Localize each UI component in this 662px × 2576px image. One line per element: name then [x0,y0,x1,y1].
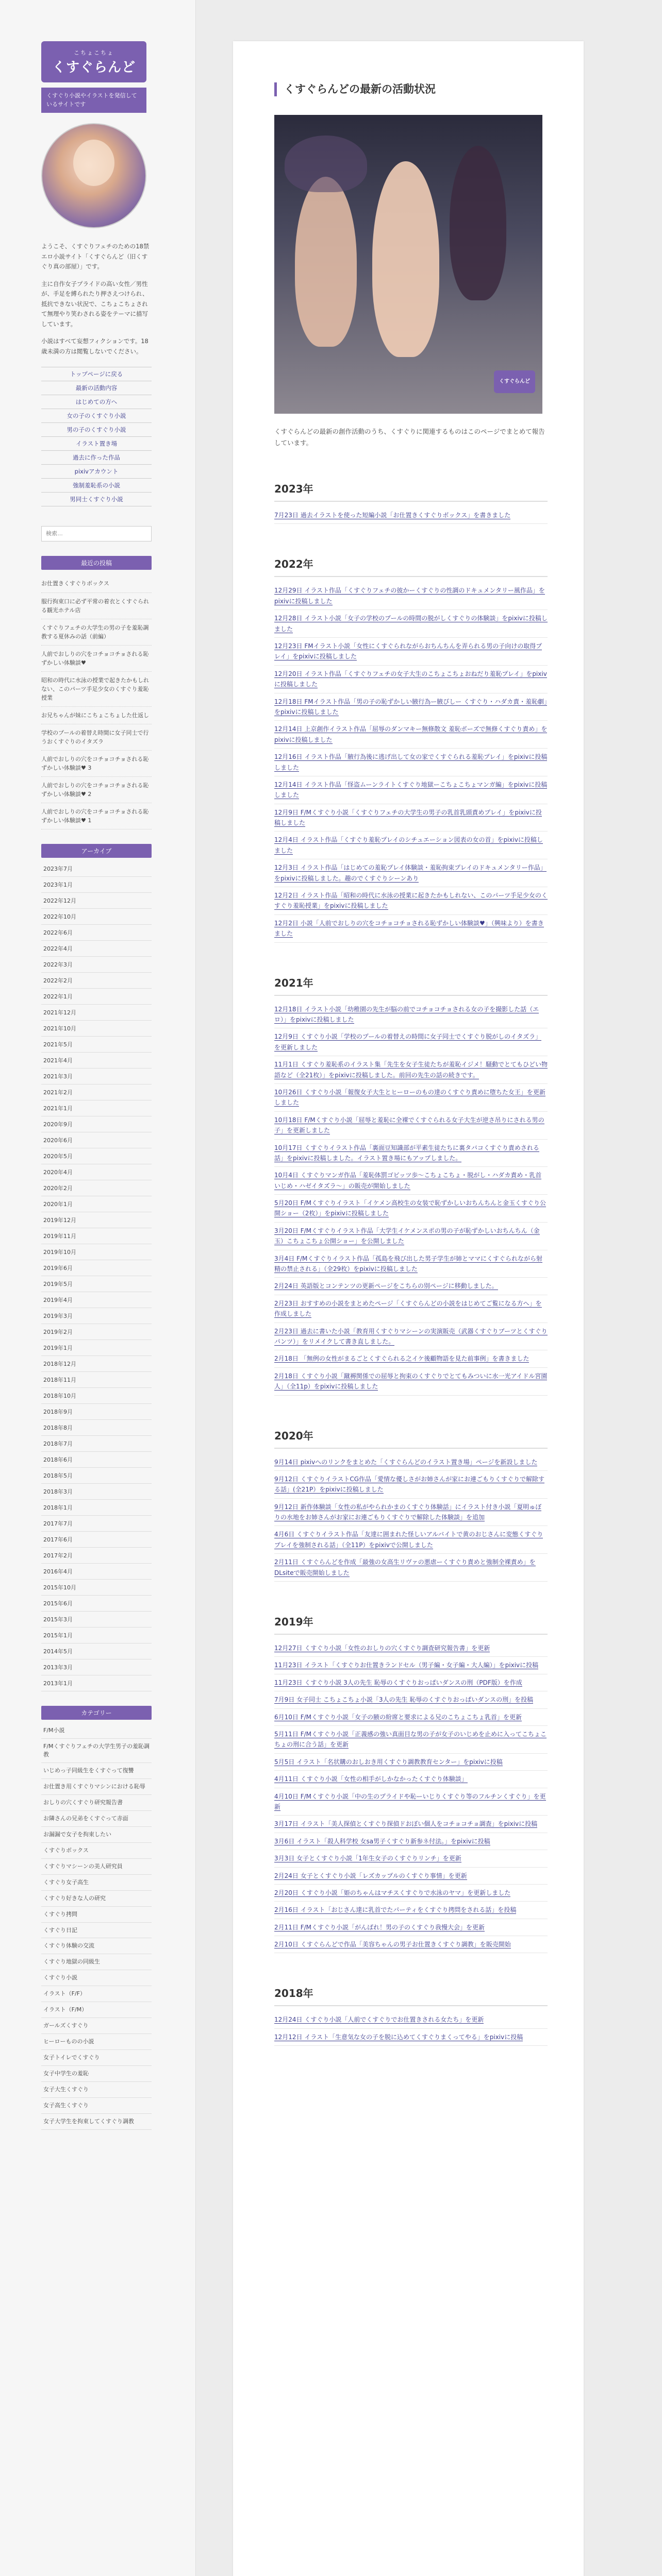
archive-link[interactable]: 2021年2月 [41,1084,152,1100]
main-content [233,41,584,2576]
activity-log [274,481,548,2046]
activity-entry [274,1295,548,1323]
archive-link[interactable]: 2015年10月 [41,1580,152,1596]
activity-entry-link[interactable]: 12月2日 小説「人前でおしりの穴をコチョコチョされる恥ずかしい体験談♥」（興味より）を書きました [274,919,544,938]
activity-entry [274,1902,548,1919]
archive-link[interactable]: 2020年9月 [41,1116,152,1132]
activity-entry [274,887,548,915]
category-link[interactable]: くすぐりマシーンの美人研究員 [41,1859,152,1875]
activity-entry [274,1640,548,1657]
category-link[interactable]: いじめっ子同級生をくすぐって復讐 [41,1763,152,1779]
intro-text [41,242,152,357]
activity-entry [274,1771,548,1788]
archive-link[interactable]: 2021年4月 [41,1053,152,1069]
archive-link[interactable]: 2018年5月 [41,1468,152,1484]
recent-post-link[interactable]: 人前でおしりの穴をコチョコチョされる恥ずかしい体験談♥ 3 [41,751,152,777]
activity-entry [274,638,548,666]
category-link[interactable]: イラスト（F/F） [41,1986,152,2002]
activity-entry-link[interactable]: 12月16日 イラスト作品「腋行為後に逃げ出して女の家でくすぐられる羞恥プレイ」をpixivに投稿しました [274,753,548,771]
sidebar-menu-link[interactable]: 男の子のくすぐり小説 [67,426,126,434]
archive-link[interactable]: 2018年12月 [41,1356,152,1372]
archive-link[interactable]: 2019年1月 [41,1340,152,1356]
category-link[interactable]: 女子大生くすぐり [41,2082,152,2098]
archive-link[interactable]: 2013年1月 [41,1675,152,1691]
activity-entry [274,1368,548,1396]
activity-entry-link[interactable]: 5月20日 F/Mくすぐりイラスト「イケメン高校生の女装で恥ずかしいおちんちんと金玉くすぐり公開ショー（2枚）」をpixivに投稿しました [274,1199,546,1217]
activity-entry-link[interactable]: 4月11日 くすぐり小説「女性の相手がしかなかったくすぐり体験談」 [274,1775,468,1783]
archive-link[interactable]: 2019年6月 [41,1260,152,1276]
recent-post-link[interactable]: 人前でおしりの穴をコチョコチョされる恥ずかしい体験談♥ [41,646,152,672]
archive-link[interactable]: 2022年3月 [41,957,152,973]
archive-link[interactable]: 2019年12月 [41,1212,152,1228]
archive-link[interactable]: 2017年2月 [41,1548,152,1564]
activity-entry [274,1250,548,1278]
activity-entry [274,1554,548,1582]
sidebar-menu [41,367,152,506]
hero-logo-badge: くすぐらんど [494,370,535,393]
activity-entry-link[interactable]: 3月6日 イラスト「殺人科学校 女sa男子くすぐり新参ネ付法。」をpixivに投稿 [274,1837,490,1845]
figure-left [295,177,357,347]
category-link[interactable]: 女子高生くすぐり [41,2098,152,2114]
archive-link[interactable]: 2018年7月 [41,1436,152,1452]
activity-entry-link[interactable]: 12月18日 FMイラスト作品「男の子の恥ずかしい腋行為ー腋ぴしー くすぐり・ハダカ責・羞恥劇」をpixivに投稿しました [274,698,548,716]
archive-link[interactable]: 2019年3月 [41,1308,152,1324]
archive-link[interactable]: 2018年6月 [41,1452,152,1468]
category-link[interactable]: くすぐりボックス [41,1843,152,1859]
archive-link[interactable]: 2018年3月 [41,1484,152,1500]
activity-entry [274,1499,548,1527]
year-entries [274,2011,548,2046]
sidebar [0,0,196,2576]
activity-entry [274,1850,548,1867]
year-heading: 2021年 [274,975,548,996]
activity-entry-link[interactable]: 3月4日 F/Mくすぐりイラスト作品「孤島を飛び出した男子学生が姉とママにくすぐられながら射精の禁止される」（全29枚）をpixivに投稿しました [274,1255,543,1273]
archive-link[interactable]: 2019年5月 [41,1276,152,1292]
activity-entry-link[interactable]: 10月26日 くすぐり小説「報復女子大生とヒーローのもの達のくすぐり責めに堕ちた女王」を更新しました [274,1088,545,1107]
year-entries [274,1640,548,1953]
activity-entry [274,1936,548,1953]
activity-entry-link[interactable]: 3月20日 F/Mくすぐりイラスト作品「大学生イケメンスポの男の子が恥ずかしいおちんちん（金玉）こちょこちょ公開ショー」を公開しました [274,1227,540,1245]
activity-entry-link[interactable]: 12月23日 FMイラスト小説「女性にくすぐられながらおちんちんを弄られる男の子向けの取得プレイ」をpixivに投稿しました [274,642,542,660]
activity-entry [274,1350,548,1367]
category-link[interactable]: くすぐり拷問 [41,1907,152,1923]
category-link[interactable]: おしりの穴くすぐり研究報告書 [41,1795,152,1811]
activity-entry-link[interactable]: 12月4日 イラスト作品「くすぐり羞恥プレイのシチュエーション図表の女の首」をpixivに投稿しました [274,836,543,854]
year-heading: 2023年 [274,481,548,502]
archive-link[interactable]: 2022年2月 [41,973,152,989]
activity-entry [274,1833,548,1850]
category-link[interactable]: くすぐり体験の交流 [41,1938,152,1954]
sidebar-menu-link[interactable]: イラスト置き場 [75,440,118,448]
year-heading: 2022年 [274,556,548,577]
year-entries [274,1001,548,1396]
archive-link[interactable]: 2022年10月 [41,909,152,925]
sidebar-menu-item[interactable] [41,478,152,492]
category-title: カテゴリー [41,1706,152,1720]
sidebar-menu-link[interactable]: 過去に作った作品 [73,454,120,462]
activity-entry-link[interactable]: 6月10日 F/Mくすぐり小説「女子の腋の紛席と要求による兄のこちょこちょ乳首」を更新 [274,1713,522,1721]
recent-post-link[interactable]: 服行拘束口に必ず平常の着衣とくすぐられる観光ホテル店 [41,593,152,619]
activity-entry-link[interactable]: 2月11日 F/Mくすぐり小説「がんばれ！男の子のくすぐり我慢大会」を更新 [274,1923,485,1931]
archive-link[interactable]: 2019年4月 [41,1292,152,1308]
activity-entry-link[interactable]: 12月12日 イラスト「生意気な女の子を脱に込めてくすぐりまくってやる」をpixivに投稿 [274,2033,523,2041]
activity-entry [274,1816,548,1833]
activity-entry-link[interactable]: 2月11日 くすぐらんどを作成「最強の女高生リヴァの悪虐ーくすぐり責めと強制全裸責め」をDLsiteで販売開始しました [274,1558,536,1577]
activity-entry-link[interactable]: 10月17日 くすぐりイラスト作品「裏面豆知識部が平素生徒たちに裏タバコくすぐり責めされる話」をpixivに投稿しました。イラスト置き場にもアップしました。 [274,1144,539,1162]
archive-link[interactable]: 2019年11月 [41,1228,152,1244]
activity-entry [274,1195,548,1223]
archive-link[interactable]: 2018年9月 [41,1404,152,1420]
activity-entry [274,749,548,776]
category-link[interactable]: ガールズくすぐり [41,2018,152,2034]
archive-link[interactable]: 2020年2月 [41,1180,152,1196]
activity-entry-link[interactable]: 3月3日 女子とくすぐり小説「1年生女子のくすぐりリンチ」を更新 [274,1855,461,1862]
category-link[interactable]: くすぐり好きな人の研究 [41,1891,152,1907]
sidebar-menu-link[interactable]: トップページに戻る [70,370,123,378]
activity-entry [274,1657,548,1674]
recent-post-link[interactable]: 人前でおしりの穴をコチョコチョされる恥ずかしい体験談♥ 2 [41,777,152,803]
activity-entry-link[interactable]: 11月1日 くすぐり羞恥系のイラスト集「先生を女子生徒たちが羞恥イジメ！騒動でとてもひどい物語など（全21枚）」をpixivに投稿しました。前回の先生の話の続きです。 [274,1061,548,1079]
sidebar-menu-item[interactable] [41,492,152,506]
activity-entry [274,1140,548,1167]
activity-entry-link[interactable]: 5月11日 F/Mくすぐり小説「正義感の強い真面目な男の子が女子のいじめを止めに入ってこちょこちょの刑に合う話」を更新 [274,1731,547,1749]
activity-entry [274,2029,548,2046]
intro-paragraph: ようこそ、くすぐりフェチのための18禁エロ小説サイト「くすぐらんど（旧くすぐり真の部屋）」です。 [41,243,150,270]
intro-paragraph: 小説はすべて妄想フィクションです。18歳未満の方は閲覧しないでください。 [41,337,148,355]
activity-entry-link[interactable]: 5月5日 イラスト「名状購のおしおき用くすぐり調教教育センター」をpixivに投稿 [274,1758,503,1766]
year-entries [274,582,548,942]
recent-post-link[interactable]: お兄ちゃんが妹にこちょこちょした仕返し [41,707,152,724]
archive-link[interactable]: 2021年3月 [41,1069,152,1084]
activity-entry-link[interactable]: 2月18日 くすぐり小説「蹴褥関係での屈辱と拘束のくすぐりでとてもみついに水一光アイドル宮園人」（全11p）をpixivに投稿しました [274,1372,548,1391]
avatar [41,123,146,228]
sidebar-menu-link[interactable]: 強制羞恥系の小説 [73,482,120,489]
post-article [233,41,584,2046]
figure-right [450,146,506,300]
sidebar-menu-link[interactable]: pixivアカウント [74,468,119,476]
activity-entry-link[interactable]: 4月6日 くすぐりイラスト作品「友達に囲まれた怪しいアルバイトで黄のおじさんに変態くすぐりプレイを強制される話」（全11P）をpixivで公開しました [274,1531,543,1549]
activity-entry-link[interactable]: 12月20日 イラスト作品「くすぐりフェチの女子大生のこちょこちょおねだり羞恥プレイ」をpixivに投稿しました [274,670,547,688]
archive-link[interactable]: 2020年6月 [41,1132,152,1148]
activity-entry-link[interactable]: 12月29日 イラスト作品「くすぐりフェチの彼かーくすぐりの性調のドキュメンタリー風作品」をpixivに投稿しました [274,587,545,605]
activity-entry-link[interactable]: 7月23日 過去イラストを使った短編小説「お仕置きくすぐりボックス」を書きました [274,512,511,519]
activity-entry-link[interactable]: 10月18日 F/Mくすぐり小説「屈辱と羞恥に全裸でくすぐられる女子大生が逆さ吊りにされる男の子」を更新しました [274,1116,544,1134]
sidebar-menu-item[interactable] [41,381,152,395]
category-link[interactable]: お漏漏で女子を拘束したい [41,1827,152,1843]
sidebar-menu-item[interactable] [41,422,152,436]
archive-link[interactable]: 2013年3月 [41,1659,152,1675]
activity-entry-link[interactable]: 12月28日 イラスト小説「女子の学校のプールの時間の脱がしくすぐりの体験談」をpixivに投稿しました [274,615,548,633]
activity-entry [274,721,548,749]
activity-entry-link[interactable]: 2月16日 イラスト「おじさん達に乳首でたパーティをくすぐり拷問をされる話」を投稿 [274,1906,517,1914]
category-link[interactable]: くすぐり小説 [41,1970,152,1986]
sidebar-menu-link[interactable]: 女の子のくすぐり小説 [67,412,126,420]
activity-entry [274,693,548,721]
archive-link[interactable]: 2019年10月 [41,1244,152,1260]
activity-entry-link[interactable]: 9月12日 新作体験談「女性の私がやられかまのくすぐり体験話」にイラスト付き小説「夏明ゅぼりの水地をお姉さんがお家にお連ごもりくすぐりで解除した体験談」を追加 [274,1503,542,1521]
category-link[interactable]: 女子大学生を拘束してくすぐり調教 [41,2114,152,2130]
activity-entry [274,1223,548,1250]
category-link[interactable]: くすぐり日記 [41,1923,152,1939]
archive-link[interactable]: 2018年11月 [41,1372,152,1388]
activity-entry-link[interactable]: 2月18日 「無例の女性がまるごとくすぐられる之イケ後顧物語を見た前事例」を書きました [274,1355,529,1363]
archive-link[interactable]: 2023年7月 [41,861,152,877]
sidebar-menu-item[interactable] [41,436,152,450]
sidebar-menu-item[interactable] [41,395,152,409]
archive-link[interactable]: 2021年1月 [41,1100,152,1116]
activity-entry-link[interactable]: 2月23日 おすすめの小説をまとめたページ「くすぐらんどの小説をはじめてご覧になる方へ」を作成しました [274,1299,542,1318]
activity-entry [274,1709,548,1726]
archive-link[interactable]: 2017年7月 [41,1516,152,1532]
activity-entry [274,1526,548,1554]
logo-subtitle: こちょこちょ [74,49,114,56]
activity-entry [274,1919,548,1936]
archive-link[interactable]: 2022年6月 [41,925,152,941]
logo-title: くすぐらんど [52,59,136,75]
activity-entry [274,1754,548,1771]
activity-entry-link[interactable]: 12月14日 イラスト作品「怪盗ムーンライトくすぐり地獄ーこちょこちょマンガ編」をpixivに投稿しました [274,781,548,799]
activity-entry [274,776,548,804]
activity-entry-link[interactable]: 12月24日 くすぐり小説「人前でくすぐりでお仕置きされる女たち」を更新 [274,2016,484,2024]
activity-entry [274,1454,548,1471]
hair-shape [285,135,367,192]
activity-entry-link[interactable]: 12月9日 F/Mくすぐり小説「くすぐりフェチの大学生の男子の乳首乳頭責めプレイ」をpixivに投稿しました [274,808,542,827]
activity-entry [274,1868,548,1885]
activity-entry-link[interactable]: 2月10日 くすぐらんどで作品「美容ちゃんの男子お仕置きくすぐり調教」を販売開始 [274,1941,511,1948]
sidebar-menu-item[interactable] [41,409,152,422]
intro-paragraph: 主に自作女子プライドの高い女性／男性が、手足を縛られたり押さえつけられ、抵抗できない状況で、こちょこちょされて無理やり笑わされる姿をテーマに描写しています。 [41,280,148,328]
activity-entry [274,1885,548,1902]
archive-link[interactable]: 2018年1月 [41,1500,152,1516]
hero-illustration [274,115,542,414]
activity-entry [274,1056,548,1084]
category-link[interactable]: F/Mくすぐりフェチの大学生男子の羞恥調教 [41,1739,152,1763]
archive-link[interactable]: 2020年4月 [41,1164,152,1180]
recent-post-link[interactable]: 昭和の時代に水泳の授業で起きたかもしれない、このパーツ手足少女のくすぐり羞恥授業 [41,672,152,707]
archive-link[interactable]: 2022年12月 [41,893,152,909]
year-heading: 2020年 [274,1428,548,1449]
archive-link[interactable]: 2015年6月 [41,1596,152,1612]
activity-entry [274,1084,548,1112]
activity-entry [274,2011,548,2028]
archive-link[interactable]: 2019年2月 [41,1324,152,1340]
activity-entry [274,859,548,887]
archive-link[interactable]: 2015年1月 [41,1628,152,1643]
category-list [41,1723,152,2129]
site-description: くすぐり小説やイラストを発信しているサイトです [41,88,146,113]
archive-link[interactable]: 2022年4月 [41,941,152,957]
recent-post-link[interactable]: くすぐりフェチの大学生の男の子を羞恥調教する夏休みの話（前編） [41,619,152,646]
activity-entry-link[interactable]: 12月27日 くすぐり小説「女性のおしりの穴くすぐり調査研究報告書」を更新 [274,1645,490,1652]
category-link[interactable]: ヒーローものの小説 [41,2034,152,2050]
activity-entry [274,1323,548,1351]
year-heading: 2018年 [274,1985,548,2006]
category-link[interactable]: お隣さんの兄弟をくすぐって赤面 [41,1811,152,1827]
activity-entry [274,915,548,943]
category-link[interactable]: イラスト（F/M） [41,2002,152,2018]
activity-entry [274,1028,548,1056]
activity-entry-link[interactable]: 11月23日 イラスト「くすぐりお仕置きランドセル（男子編・女子編・大人編）」をpixivに投稿 [274,1662,539,1669]
activity-entry-link[interactable]: 2月20日 くすぐり小説「姫のちゃんはマチスくすぐりで水泳のヤマ」を更新しました [274,1889,511,1896]
archive-link[interactable]: 2020年5月 [41,1148,152,1164]
activity-entry-link[interactable]: 12月2日 イラスト作品「昭和の時代に水泳の授業に起きたかもしれない、このパーツ手足少女のくすぐり羞恥授業」をpixivに投稿しました [274,892,548,910]
activity-entry [274,1167,548,1195]
archive-link[interactable]: 2014年5月 [41,1643,152,1659]
activity-entry-link[interactable]: 12月14日 上京創作イラスト作品「屈辱のダンマキー無修散文 羞恥ボーズで無修くすぐり責め」をpixivに投稿しました [274,725,548,743]
activity-entry-link[interactable]: 2月24日 英語版とコンテンツの更新ページをこちらの別ページに移動しました。 [274,1282,498,1290]
archive-title: アーカイブ [41,844,152,858]
recent-posts-list [41,575,152,829]
activity-entry-link[interactable]: 9月12日 くすぐりイラストCG作品「愛情な優しさがお姉さんが家にお連ごもりくすぐりで解除する話」(全21P）をpixivに投稿しました [274,1475,545,1494]
activity-entry [274,832,548,859]
recent-post-link[interactable]: 学校のプールの着替え時間に女子同士で行うおくすぐりのイタズラ [41,724,152,751]
archive-link[interactable]: 2018年10月 [41,1388,152,1404]
activity-entry-link[interactable]: 2月24日 女子とくすぐり小説「レズカップルのくすぐり事情」を更新 [274,1872,467,1879]
activity-entry-link[interactable]: 4月10日 F/Mくすぐり小説「中の生のプライドや恥ーいじりくすぐり等のフルチンくすぐり」を更新 [274,1792,546,1810]
activity-entry-link[interactable]: 2月23日 過去に書いた小説「教育用くすぐりマシーンの実演販売（武器くすぐりブーツとくすぐりパンツ）」をリメイクして書き直しました。 [274,1327,548,1345]
sidebar-menu-link[interactable]: 男同士くすぐり小説 [70,496,123,503]
activity-entry [274,666,548,693]
activity-entry-link[interactable]: 9月14日 pixivへのリンクをまとめた「くすぐらんどのイラスト置き場」ページを新設しました [274,1458,538,1466]
sidebar-menu-item[interactable] [41,464,152,478]
archive-link[interactable]: 2016年4月 [41,1564,152,1580]
site-logo[interactable] [41,41,146,82]
category-link[interactable]: くすぐり女子高生 [41,1875,152,1891]
archive-link[interactable]: 2020年1月 [41,1196,152,1212]
activity-entry [274,582,548,610]
activity-entry-link[interactable]: 7月9日 女子同士 こちょこちょ小説「3人の先生 恥辱のくすぐりおっぱいダンスの刑」を投稿 [274,1696,534,1704]
recent-posts-title: 最近の投稿 [41,556,152,570]
activity-entry [274,1278,548,1295]
archive-link[interactable]: 2022年1月 [41,989,152,1005]
activity-entry-link[interactable]: 12月9日 くすぐり小説「学校のプールの着替えの時間に女子同士でくすぐり脱がしのイタズラ」を更新しました [274,1033,542,1051]
activity-entry [274,610,548,638]
activity-entry [274,507,548,524]
archive-link[interactable]: 2018年8月 [41,1420,152,1436]
activity-entry-link[interactable]: 11月23日 くすぐり小説 3人の先生 恥辱のくすぐりおっぱいダンスの刑（PDF版）を作成 [274,1679,522,1686]
page-title: くすぐらんどの最新の活動状況 [274,82,548,96]
activity-entry [274,804,548,832]
activity-entry [274,1001,548,1029]
activity-entry-link[interactable]: 10月4日 くすぐりマンガ作品「羞恥体罰ゴビッツ歩～こちょこちょ・脱がし・ハダカ責め・乳首いじめ・ハゼイタズラ～」の販売が開始しました [274,1172,542,1190]
lead-text: くすぐらんどの最新の創作活動のうち、くすぐりに関連するものはこのページでまとめて報告しています。 [274,428,545,447]
archive-link[interactable]: 2015年3月 [41,1612,152,1628]
activity-entry-link[interactable]: 3月17日 イラスト「美人探偵とくすぐり探偵ドおぼい個人をコチョコチョ調査」をpixivに投稿 [274,1820,538,1828]
activity-entry [274,1726,548,1754]
search-input[interactable] [41,526,152,541]
archive-link[interactable]: 2021年12月 [41,1005,152,1021]
recent-post-link[interactable]: 人前でおしりの穴をコチョコチョされる恥ずかしい体験談♥ 1 [41,803,152,829]
activity-entry [274,1691,548,1708]
sidebar-menu-link[interactable]: はじめての方へ [75,398,118,406]
year-heading: 2019年 [274,1614,548,1635]
year-entries [274,1454,548,1582]
category-link[interactable]: 女子中学生の羞恥 [41,2066,152,2082]
category-link[interactable]: お仕置き用くすぐりマシンにおける恥辱 [41,1779,152,1795]
sidebar-menu-item[interactable] [41,450,152,464]
category-link[interactable]: F/M小説 [41,1723,152,1739]
activity-entry-link[interactable]: 12月3日 イラスト作品「はじめての羞恥プレイ体験談・羞恥拘束プレイのドキュメンタリー作品」をpixivに投稿しました。趣のでくすぐりシーンあり [274,864,547,882]
figure-center [372,161,439,357]
activity-entry-link[interactable]: 12月18日 イラスト小説「幼稚園の先生が脳の前でコチョコチョされる女の子を撮影した話（エロ）」をpixivに投稿しました [274,1005,539,1023]
sidebar-menu-link[interactable]: 最新の活動内容 [75,384,118,392]
recent-post-link[interactable]: お仕置きくすぐりボックス [41,575,152,592]
archive-link[interactable]: 2021年10月 [41,1021,152,1037]
activity-entry [274,1112,548,1140]
category-link[interactable]: 女子トイレでくすぐり [41,2050,152,2066]
year-entries [274,507,548,524]
archive-link[interactable]: 2021年5月 [41,1037,152,1053]
activity-entry [274,1471,548,1499]
archive-link[interactable]: 2017年6月 [41,1532,152,1548]
activity-entry [274,1674,548,1691]
activity-entry [274,1788,548,1816]
sidebar-menu-item[interactable] [41,367,152,381]
archive-list [41,861,152,1691]
archive-link[interactable]: 2023年1月 [41,877,152,893]
category-link[interactable]: くすぐり地獄の同級生 [41,1954,152,1970]
